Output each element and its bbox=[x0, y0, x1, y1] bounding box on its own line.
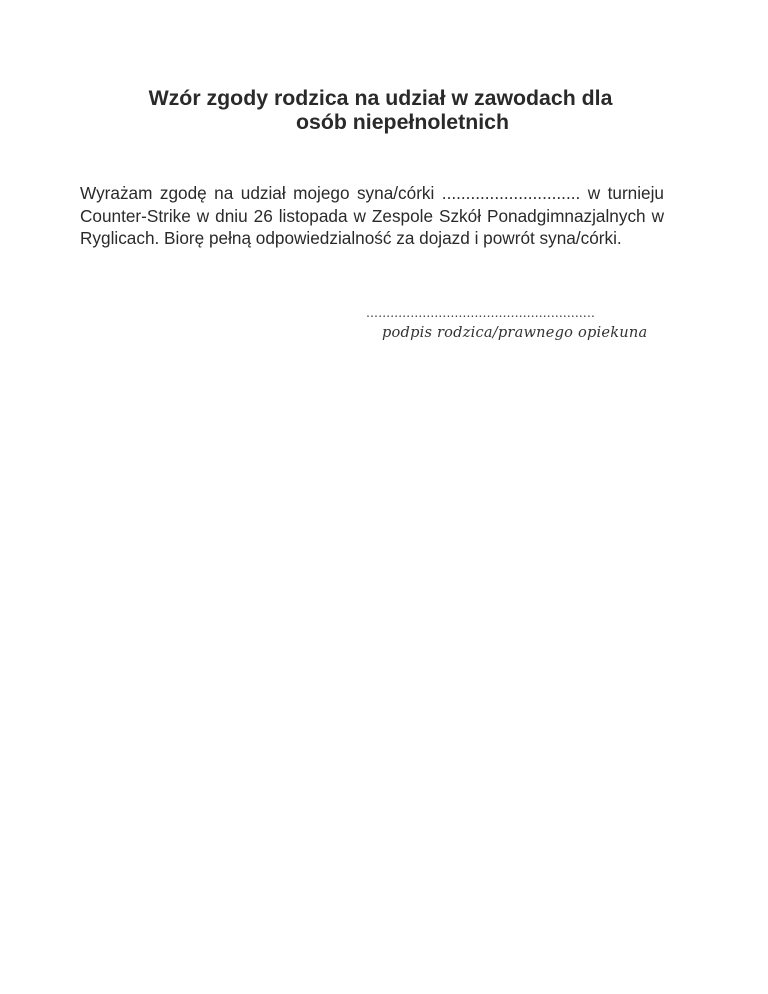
signature-caption: podpis rodzica/prawnego opiekuna bbox=[382, 324, 648, 341]
title-line-1: Wzór zgody rodzica na udział w zawodach dla bbox=[148, 86, 613, 110]
title-line-2: osób niepełnoletnich bbox=[296, 110, 509, 134]
signature-dotted-line: …...................................................... bbox=[366, 306, 595, 320]
consent-paragraph: Wyrażam zgodę na udział mojego syna/córki ............................. w turnieju Counter-Strike w dniu 26 listopada w Zespole Szkół Ponadgimnazjalnych w Ryglicach. Biorę pełną odpowiedzialność za dojazd i powrót syna/córki. bbox=[80, 183, 664, 248]
document-title bbox=[80, 86, 688, 134]
